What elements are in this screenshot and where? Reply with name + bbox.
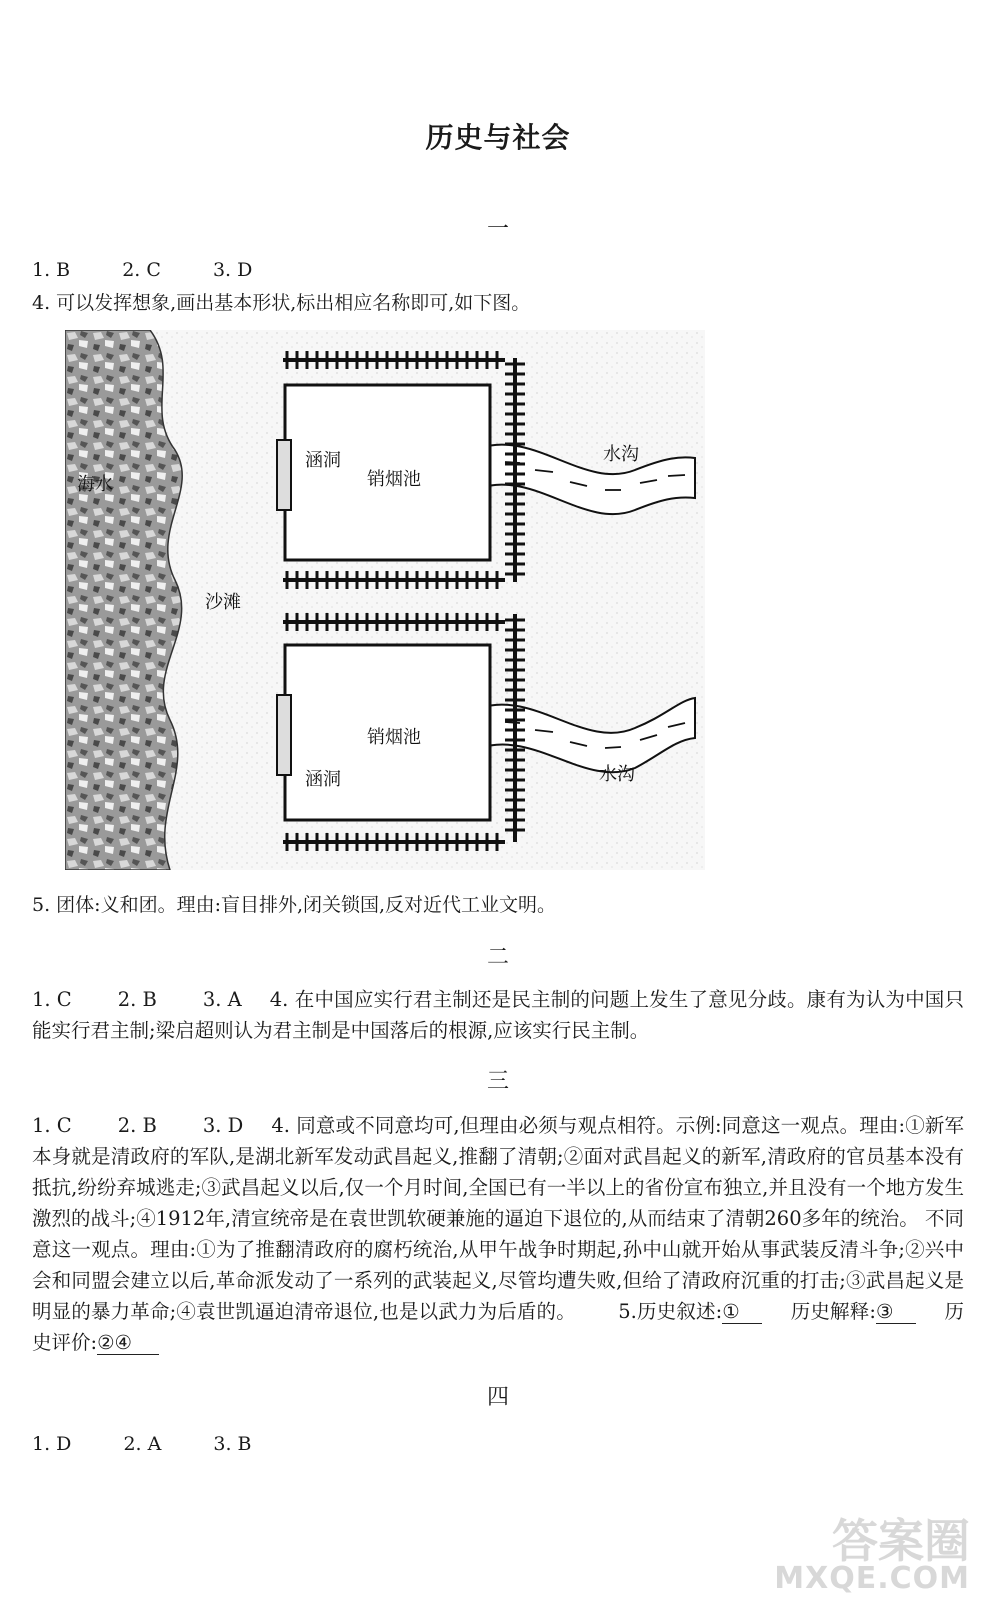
section-heading-one: 一: [486, 217, 509, 242]
answer-item: 3. B: [213, 1433, 252, 1455]
answer-item: 2. A: [123, 1433, 162, 1455]
section-one-q5: 5. 团体:义和团。理由:盲目排外,闭关锁国,反对近代工业文明。: [32, 894, 557, 916]
answer-item: 2. C: [122, 259, 161, 281]
opium-pool-diagram: [65, 330, 705, 870]
label-ditch-bottom: 水沟: [599, 764, 635, 785]
section-three-answers: [32, 1110, 964, 1358]
watermark-url: MXQE.COM: [774, 1561, 970, 1596]
answer-item: 1. C: [32, 1114, 72, 1137]
label-ditch-top: 水沟: [603, 444, 639, 465]
answer-item: 3. A: [202, 988, 242, 1011]
answer-item: 1. D: [32, 1433, 72, 1455]
q5-label-evaluation: 历史评价:: [32, 1300, 964, 1354]
section-heading-three: 三: [486, 1069, 509, 1094]
label-beach: 沙滩: [205, 592, 241, 613]
culvert-top: [277, 440, 291, 510]
label-sea: 海水: [77, 474, 113, 495]
answer-item: 1. C: [32, 988, 72, 1011]
q5-answer-evaluation: ②④: [97, 1332, 159, 1355]
q5-prefix: 5.历史叙述:: [618, 1300, 723, 1323]
answer-item: 1. B: [32, 259, 71, 281]
q5-label-interpretation: 历史解释:: [790, 1300, 876, 1323]
answer-item: 3. D: [212, 259, 253, 281]
page-title: 历史与社会: [425, 121, 571, 154]
q5-answer-interpretation: ③: [876, 1301, 916, 1324]
answer-item: 2. B: [117, 1114, 157, 1137]
label-pool-bottom: 销烟池: [367, 727, 421, 748]
section-four-mc-answers: [32, 1432, 972, 1457]
answer-item: 2. B: [117, 988, 157, 1011]
section-two-q4: 4. 在中国应实行君主制还是民主制的问题上发生了意见分歧。康有为认为中国只能实行君主制;梁启超则认为君主制是中国落后的根源,应该实行民主制。: [32, 988, 964, 1042]
label-pool-top: 销烟池: [367, 469, 421, 490]
q5-answer-narration: ①: [722, 1301, 762, 1324]
section-heading-four: 四: [486, 1385, 509, 1410]
section-two-answers: [32, 984, 964, 1046]
section-one-q4: 4. 可以发挥想象,画出基本形状,标出相应名称即可,如下图。: [32, 292, 531, 314]
section-heading-two: 二: [486, 945, 509, 970]
watermark-logo-text: 答案圈: [832, 1514, 970, 1568]
label-culvert-top: 涵洞: [305, 450, 341, 471]
label-culvert-bottom: 涵洞: [305, 769, 341, 790]
section-one-mc-answers: [32, 258, 972, 283]
watermark: [710, 1514, 970, 1596]
culvert-bottom: [277, 695, 291, 775]
answer-item: 3. D: [202, 1114, 244, 1137]
section-three-q4: 4. 同意或不同意均可,但理由必须与观点相符。示例:同意这一观点。理由:①新军本身就是清政府的军队,是湖北新军发动武昌起义,推翻了清朝;②面对武昌起义的新军,清政府的官员基本没有抵抗,纷纷弃城逃走;③武昌起义以后,仅一个月时间,全国已有一半以上的省份宣布独立,并且没有一个地方发生激烈的战斗;④1912年,清宣统帝是在袁世凯软硬兼施的逼迫下退位的,从而结束了清朝260多年的统治。 不同意这一观点。理由:①为了推翻清政府的腐朽统治,从甲午战争时期起,孙中山就开始从事武装反清斗争;②兴中会和同盟会建立以后,革命派发动了一系列的武装起义,尽管均遭失败,但给了清政府沉重的打击;③武昌起义是明显的暴力革命;④袁世凯逼迫清帝退位,也是以武力为后盾的。: [32, 1114, 964, 1323]
